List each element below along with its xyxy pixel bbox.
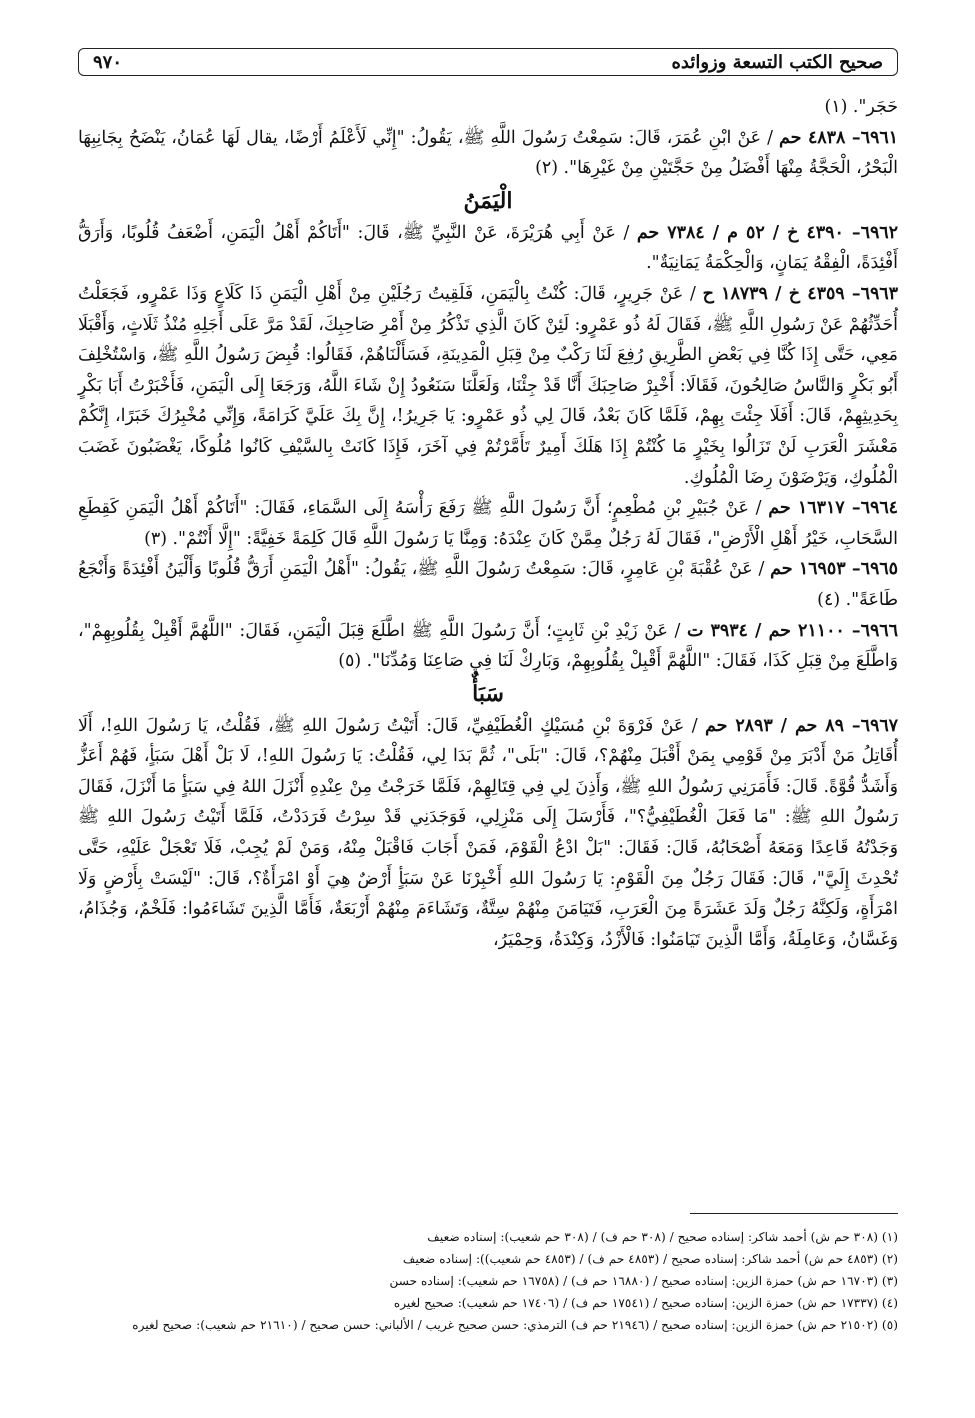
footnote-divider: [690, 1213, 898, 1214]
hadith-number: ٦٩٦٧– ٨٩ حم / ٢٨٩٣ حم: [705, 715, 899, 736]
page-number: ٩٧٠: [93, 51, 123, 73]
footnotes: [78, 1226, 898, 1336]
continuation-line: حَجَر". (١): [824, 97, 898, 117]
hadith-number: ٦٩٦٤– ١٦٣١٧ حم: [768, 498, 899, 519]
hadith-6966: [78, 616, 898, 677]
hadith-text: / عَنْ عُقْبَةَ بْنِ عَامِرٍ، قَالَ: سَمِعْتُ رَسُولَ اللَّهِ ﷺ، يَقُولُ: "أَهْلُ الْيَمَنِ أَرَقُّ قُلُوبًا وَأَلْيَنُ أَفْئِدَةً وَأَنْجَعُ طَاعَةً". (٤): [78, 559, 898, 610]
hadith-text: / عَنْ زَيْدِ بْنِ ثَابِتٍ؛ أَنَّ رَسُولَ اللَّهِ ﷺ اطَّلَعَ قِبَلَ الْيَمَنِ، فَقَالَ: "اللَّهُمَّ أَقْبِلْ بِقُلُوبِهِمْ"، وَاطَّلَعَ مِنْ قِبَلِ كَذَا، فَقَالَ: "اللَّهُمَّ أَقْبِلْ بِقُلُوبِهِمْ، وَبَارِكْ لَنَا فِي صَاعِنَا وَمُدِّنَا". (٥): [78, 620, 898, 672]
main-text: [78, 92, 898, 955]
hadith-6965: [78, 554, 898, 615]
footnote-3: (٣) (١٦٧٠٣ حم ش) حمزة الزين: إسناده صحيح / (١٦٨٨٠ حم ف) / (١٦٧٥٨ حم شعيب): إسناده حسن: [389, 1274, 898, 1288]
hadith-6967: [78, 711, 898, 956]
footnote-1: (١) (٣٠٨ حم ش) أحمد شاكر: إسناده صحيح / (٣٠٨ حم ف) / (٣٠٨ حم شعيب): إسناده ضعيف: [427, 1230, 898, 1244]
footnote-4: (٤) (١٧٣٣٧ حم ش) حمزة الزين: إسناده صحيح / (١٧٥٤١ حم ف) / (١٧٤٠٦ حم شعيب): صحيح لغيره: [393, 1296, 898, 1310]
hadith-text: / عَنْ جُبَيْرِ بْنِ مُطْعِمٍ؛ أَنَّ رَسُولَ اللَّهِ ﷺ رَفَعَ رَأْسَهُ إِلَى السَّمَاءِ، فَقَالَ: "أَتَاكُمْ أَهْلُ الْيَمَنِ كَقِطَعِ السَّحَابِ، خَيْرُ أَهْلِ الْأَرْضِ"، فَقَالَ لَهُ رَجُلٌ مِمَّنْ كَانَ عِنْدَهُ: وَمِنَّا يَا رَسُولَ اللَّهِ قَالَ كَلِمَةً خَفِيَّةً: "إِلَّا أَنْتُمْ". (٣): [78, 498, 898, 549]
footnote-5: (٥) (٢١٥٠٢ حم ش) حمزة الزين: إسناده صحيح / (٢١٩٤٦ حم ف) الترمذي: حسن صحيح غريب / الألباني: حسن صحيح / (٢١٦١٠ حم شعيب): صحيح لغيره: [132, 1318, 898, 1332]
hadith-number: ٦٩٦١– ٤٨٣٨ حم: [779, 127, 899, 148]
hadith-6963: [78, 279, 898, 493]
footnote-2: (٢) (٤٨٥٣ حم ش) أحمد شاكر: إسناده صحيح / (٤٨٥٣ حم ف) / (٤٨٥٣ حم شعيب)): إسناده ضعيف: [402, 1252, 898, 1266]
hadith-text: / عَنْ ابْنِ عُمَرَ، قَالَ: سَمِعْتُ رَسُولَ اللَّهِ ﷺ، يَقُولُ: "إِنِّي لَأَعْلَمُ أَرْضًا، يقال لَهَا عُمَانُ، يَنْضَحُ بِجَانِبِهَا الْبَحْرُ، الْحَجَّةُ مِنْهَا أَفْضَلُ مِنْ حَجَّتَيْنِ مِنْ غَيْرِهَا". (٢): [78, 127, 898, 179]
section-heading-yemen: الْيَمَنُ: [463, 187, 513, 214]
hadith-text: / عَنْ جَرِيرٍ، قَالَ: كُنْتُ بِالْيَمَنِ، فَلَقِيتُ رَجُلَيْنِ مِنْ أَهْلِ الْيَمَنِ ذَا كَلَاعٍ وَذَا عَمْرٍو، فَجَعَلْتُ أُحَدِّثُهُمْ عَنْ رَسُولِ اللَّهِ ﷺ، فَقَالَ لَهُ ذُو عَمْرٍو: لَئِنْ كَانَ الَّذِي تَذْكُرُ مِنْ أَمْرِ صَاحِبِكَ، لَقَدْ مَرَّ عَلَى أَجَلِهِ مُنْذُ ثَلَاثٍ، وَأَقْبَلَا مَعِي، حَتَّى إِذَا كُنَّا فِي بَعْضِ الطَّرِيقِ رُفِعَ لَنَا رَكْبٌ مِنْ قِبَلِ الْمَدِينَةِ، فَسَأَلْنَاهُمْ، فَقَالُوا: قُبِضَ رَسُولُ اللَّهِ ﷺ، وَاسْتُخْلِفَ أَبُو بَكْرٍ وَالنَّاسُ صَالِحُونَ، فَقَالَا: أَخْبِرْ صَاحِبَكَ أَنَّا قَدْ جِئْنَا، وَلَعَلَّنَا سَنَعُودُ إِنْ شَاءَ اللَّهُ، وَرَجَعَا إِلَى الْيَمَنِ، فَأَخْبَرْتُ أَبَا بَكْرٍ بِحَدِيثِهِمْ، قَالَ: أَفَلَا جِئْتَ بِهِمْ، فَلَمَّا كَانَ بَعْدُ، قَالَ لِي ذُو عَمْرٍو: يَا جَرِيرُ!، إِنَّ بِكَ عَلَيَّ كَرَامَةً، وَإِنِّي مُخْبِرُكَ خَبَرًا، إِنَّكُمْ مَعْشَرَ الْعَرَبِ لَنْ تَزَالُوا بِخَيْرٍ مَا كُنْتُمْ إِذَا هَلَكَ أَمِيرٌ تَأَمَّرْتُمْ فِي آخَرَ، فَإِذَا كَانَتْ بِالسَّيْفِ كَانُوا مُلُوكًا، يَغْضَبُونَ غَضَبَ الْمُلُوكِ، وَيَرْضَوْنَ رِضَا الْمُلُوكِ.: [78, 283, 898, 488]
hadith-text: / عَنْ أَبِي هُرَيْرَةَ، عَنْ النَّبِيِّ ﷺ، قَالَ: "أَتَاكُمْ أَهْلُ الْيَمَنِ، أَضْعَفُ قُلُوبًا، وَأَرَقُّ أَفْئِدَةً، الْفِقْهُ يَمَانٍ، وَالْحِكْمَةُ يَمَانِيَةٌ".: [78, 222, 898, 274]
section-heading-saba: سَبَأٌ: [472, 680, 504, 707]
hadith-6961: [78, 123, 898, 184]
hadith-6964: [78, 493, 898, 554]
hadith-6962: [78, 218, 898, 279]
hadith-number: ٦٩٦٢– ٤٣٩٠ خ / ٥٢ م / ٧٣٨٤ حم: [636, 222, 898, 243]
hadith-number: ٦٩٦٥– ١٦٩٥٣ حم: [770, 559, 898, 580]
running-header: [78, 48, 898, 76]
hadith-text: / عَنْ فَرْوَةَ بْنِ مُسَيْكٍ الْغُطَيْفِيِّ، قَالَ: أَتَيْتُ رَسُولَ اللهِ ﷺ، فَقُلْتُ، يَا رَسُولَ اللهِ!، أَلَا أُقَاتِلُ مَنْ أَدْبَرَ مِنْ قَوْمِي بِمَنْ أَقْبَلَ مِنْهُمْ؟، قَالَ: "بَلَى"، ثُمَّ بَدَا لِي، فَقُلْتُ: يَا رَسُولَ اللهِ!، لَا بَلْ أَهْلَ سَبَأٍ، فَهُمْ أَعَزُّ وَأَشَدُّ قُوَّةً. قَالَ: فَأَمَرَنِي رَسُولُ اللهِ ﷺ، وَأَذِنَ لِي فِي قِتَالِهِمْ، فَلَمَّا خَرَجْتُ مِنْ عِنْدِهِ أَنْزَلَ اللهُ فِي سَبَأٍ مَا أَنْزَلَ، فَقَالَ رَسُولُ اللهِ ﷺ: "مَا فَعَلَ الْغُطَيْفِيُّ؟"، فَأَرْسَلَ إِلَى مَنْزِلِي، فَوَجَدَنِي قَدْ سِرْتُ فَرَدَدْتُ، فَلَمَّا أَتَيْتُ رَسُولَ اللهِ ﷺ وَجَدْتُهُ قَاعِدًا وَمَعَهُ أَصْحَابُهُ، قَالَ: فَقَالَ: "بَلْ ادْعُ الْقَوْمَ، فَمَنْ أَجَابَ فَاقْبَلْ مِنْهُ، وَمَنْ لَمْ يُجِبْ، فَلَا تَعْجَلْ عَلَيْهِ، حَتَّى تُحْدِثَ إِلَيَّ"، قَالَ: فَقَالَ رَجُلٌ مِنَ الْقَوْمِ: يَا رَسُولَ اللهِ أَخْبِرْنَا عَنْ سَبَأٍ أَرْضٌ هِيَ أَوْ امْرَأَةٌ؟، قَالَ: "لَيْسَتْ بِأَرْضٍ وَلَا امْرَأَةٍ، وَلَكِنَّهُ رَجُلٌ وَلَدَ عَشَرَةً مِنَ الْعَرَبِ، فَتَيَامَنَ مِنْهُمْ سِتَّةٌ، وَتَشَاءَمَ مِنْهُمْ أَرْبَعَةٌ، فَأَمَّا الَّذِينَ تَشَاءَمُوا: فَلَخْمٌ، وَجُذَامُ، وَغَسَّانُ، وَعَامِلَةُ، وَأَمَّا الَّذِينَ تَيَامَنُوا: فَالْأَزْدُ، وَكِنْدَةُ، وَحِمْيَرُ،: [78, 715, 898, 950]
hadith-number: ٦٩٦٦– ٢١١٠٠ حم / ٣٩٣٤ ت: [687, 620, 898, 641]
book-title: صحيح الكتب التسعة وزوائده: [671, 51, 883, 73]
hadith-number: ٦٩٦٣– ٤٣٥٩ خ / ١٨٧٣٩ ح: [702, 283, 898, 304]
